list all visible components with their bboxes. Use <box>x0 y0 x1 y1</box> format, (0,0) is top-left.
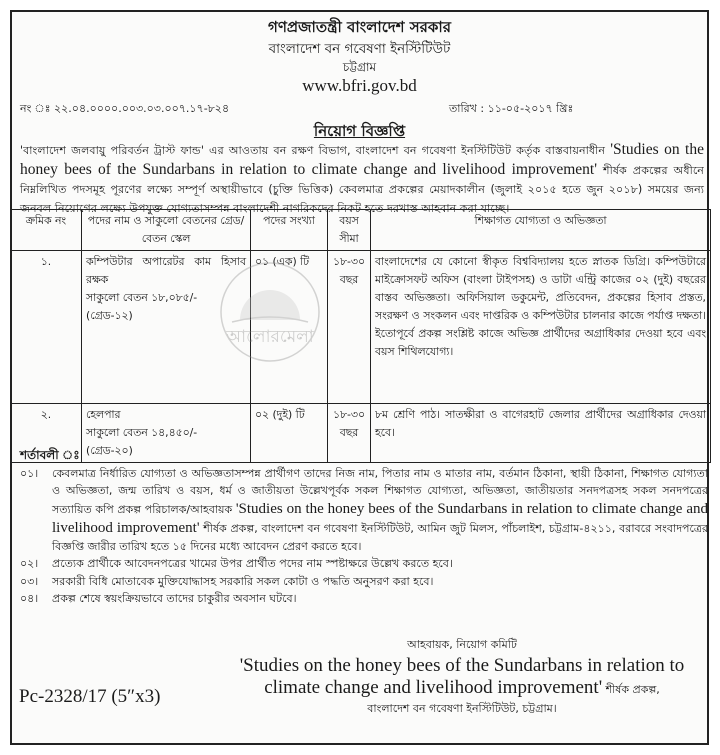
term-text: সরকারী বিধি মোতাবেক মুক্তিযোদ্ধাসহ সরকারি সকল কোটা ও পদ্ধতি অনুসরণ করা হবে। <box>52 574 434 588</box>
job-table <box>10 209 711 463</box>
term-number: ০১। <box>20 466 39 480</box>
term-number: ০২। <box>20 557 39 570</box>
signature-project-line1: 'Studies on the honey bees of the Sundarbans in relation to <box>239 655 685 676</box>
header-age: বয়স সীমা <box>328 210 371 251</box>
post-salary: সাকুলো বেতন ১৪,৪৫০/- <box>86 426 198 439</box>
row-serial: ১. <box>11 251 82 404</box>
term-item <box>20 465 708 556</box>
intro-bn-part2: শীর্ষক প্রকল্পের অধীনে নিম্নলিখিত পদসমূহ পূরণের লক্ষ্যে সম্পূর্ণ অস্থায়ীভাবে (চুক্তি ভিত্তিক) কেবলমাত্র প্রকল্পের মেয়াদকালীন (জুলাই ২০১৫ হতে জুন ২০১৮) সময়ের জন্য জনবল নিয়োগের লক্ষ্যে উপযুক্ত যোগ্যতাসম্পন্ন বাংলাদেশী নাগরিকদের নিকট হতে দরখাস্ত আহবান করা যাচ্ছে। <box>20 164 704 215</box>
row-count: ০২ (দুই) টি <box>251 404 328 463</box>
terms-section <box>20 447 708 608</box>
institute-name: বাংলাদেশ বন গবেষণা ইনস্টিটিউট <box>268 41 451 57</box>
post-grade: (গ্রেড-২০) <box>86 444 133 457</box>
notice-intro <box>20 140 704 218</box>
row-count: ০১ (এক) টি <box>251 251 328 404</box>
term-text: প্রকল্প শেষে স্বয়ংক্রিয়ভাবে তাদের চাকুরীর অবসান ঘটবে। <box>52 592 297 605</box>
term1-bn-part2: শীর্ষক প্রকল্প, বাংলাদেশ বন গবেষণা ইনস্টিটিউট, আমিন জুট মিলস, পাঁচলাইশ, চট্টগ্রাম-৪২১১, বরাবরে সংবাদপত্রের বিজ্ঞপ্তি জারীর তারিখ হতে ১৫ দিনের মধ্যে আবেদন প্রেরণ করতে হবে। <box>52 521 709 553</box>
row-age: ১৮-৩০ বছর <box>328 404 371 463</box>
memo-number: নং ঃ ২২.০৪.০০০০.০০৩.০৩.০০৭.১৭-৮২৪ <box>20 102 230 115</box>
row-qualification: ৮ম শ্রেণি পাঠ। সাতক্ষীরা ও বাগেরহাট জেলার প্রার্থীদের অগ্রাধিকার দেওয়া হবে। <box>371 404 711 463</box>
header-qualification: শিক্ষাগত যোগ্যতা ও অভিজ্ঞতা <box>371 210 711 251</box>
row-qualification: বাংলাদেশের যে কোনো স্বীকৃত বিশ্ববিদ্যালয় হতে স্নাতক ডিগ্রি। কম্পিউটারে মাইক্রোসফট অফিস (বাংলা টাইপসহ) ও ডাটা এন্ট্রি কাজের ০২ (দুই) বছরের বাস্তব অভিজ্ঞতা। অফিসিয়াল ডকুমেন্ট, প্রতিবেদন, প্রকল্পের হিসাব প্রস্তত, সংরক্ষণ ও সংকলন এবং দাপ্তরিক ও কম্পিউটার চালনার কাজে পর্যাপ্ত দক্ষতা। ইতোপূর্বে প্রকল্প সংশ্লিষ্ট কাজে অভিজ্ঞ প্রার্থীদের অগ্রাধিকার দেওয়া হবে এবং বয়স শিথিলযোগ্য। <box>371 251 711 404</box>
notice-title-text: নিয়োগ বিজ্ঞপ্তি <box>313 122 406 140</box>
signatory-office: বাংলাদেশ বন গবেষণা ইনস্টিটিউট, চট্টগ্রাম। <box>367 702 557 715</box>
row-serial: ২. <box>11 404 82 463</box>
row-post-cell <box>82 251 251 404</box>
signature-project-line2-wrap <box>212 677 712 700</box>
website-link[interactable]: www.bfri.gov.bd <box>302 76 417 95</box>
notice-frame <box>10 10 709 745</box>
signature-project-suffix: শীর্ষক প্রকল্প, <box>602 683 660 696</box>
post-salary: সাকুলো বেতন ১৮,০৮৫/- <box>86 291 198 304</box>
table-row <box>11 251 711 404</box>
post-name: কম্পিউটার অপারেটর কাম হিসাব রক্ষক <box>86 255 246 286</box>
header-serial: ক্রমিক নং <box>11 210 82 251</box>
row-age: ১৮-৩০ বছর <box>328 251 371 404</box>
term-text <box>52 465 708 556</box>
project-title: 'Studies on the honey bees of the Sundarbans in relation to climate change and livelihood improvement' <box>20 141 704 178</box>
table-header-row <box>11 210 711 251</box>
signature-block <box>212 636 712 719</box>
term-item <box>20 573 708 591</box>
term-item <box>20 590 708 608</box>
watermark-text: আলোরমেলা <box>226 327 314 347</box>
post-grade: (গ্রেড-১২) <box>86 309 133 322</box>
publication-code: Pc-2328/17 (5″x3) <box>19 686 161 707</box>
city-name: চট্টগ্রাম <box>342 60 377 74</box>
post-name: হেলপার <box>86 408 121 421</box>
intro-bn-part1: 'বাংলাদেশ জলবায়ু পরিবর্তন ট্রাস্ট ফান্ড' এর আওতায় বন রক্ষণ বিভাগ, বাংলাদেশ বন গবেষণা ইনস্টিটিউট কর্তৃক বাস্তবায়নাধীন <box>20 144 611 157</box>
government-heading: গণপ্রজাতন্ত্রী বাংলাদেশ সরকার <box>268 18 451 36</box>
header-count: পদের সংখ্যা <box>251 210 328 251</box>
term1-bn-part1: কেবলমাত্র নির্ধারিত যোগ্যতা ও অভিজ্ঞতাসম্পন্ন প্রার্থীগণ তাদের নিজ নাম, পিতার নাম ও মাতার নাম, বর্তমান ঠিকানা, স্থায়ী ঠিকানা, শিক্ষাগত যোগ্যতা ও অভিজ্ঞতা, জন্ম তারিখ ও বয়স, ধর্ম ও জাতীয়তা উল্লেখপূর্বক সকল শিক্ষাগত যোগ্যতা, অভিজ্ঞতা, জাতীয়তার সনদপত্রসহ সকল সনদপত্রের সত্যায়িত কপি প্রকল্প পরিচালক/আহবায়ক <box>52 466 708 516</box>
signature-project-line2: climate change and livelihood improvement' <box>264 677 603 698</box>
term-number: ০৪। <box>20 592 39 605</box>
terms-title: শর্তাবলী ঃ <box>20 448 80 462</box>
header-post: পদের নাম ও সাকুলো বেতনের গ্রেড/ বেতন স্কেল <box>82 210 251 251</box>
term-item <box>20 555 708 573</box>
signatory-role: আহবায়ক, নিয়োগ কমিটি <box>407 638 517 651</box>
notice-date: তারিখ : ১১-০৫-২০১৭ খ্রিঃ <box>449 102 574 115</box>
term-text: প্রত্যেক প্রার্থীকে আবেদনপত্রের খামের উপর প্রার্থীত পদের নাম স্পষ্টাক্ষরে উল্লেখ করতে হবে। <box>52 557 453 570</box>
term-number: ০৩। <box>20 574 39 588</box>
term1-project-title: 'Studies on the honey bees of the Sundarbans in relation to climate change and livelihood improvement' <box>52 500 708 536</box>
